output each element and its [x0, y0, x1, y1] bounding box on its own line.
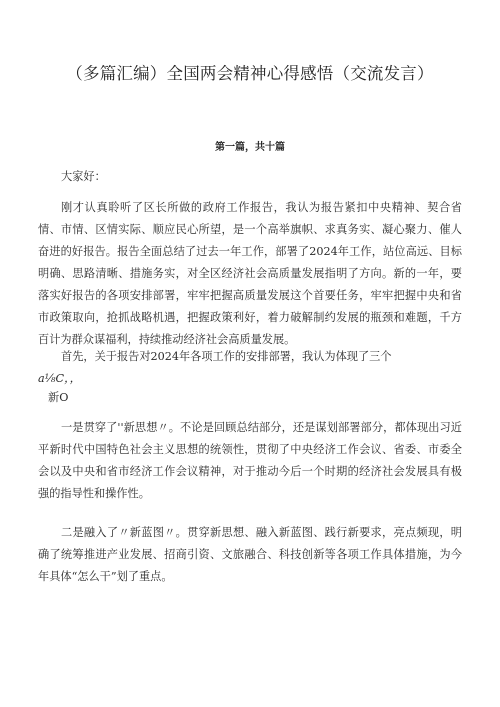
garbled-text-line-2: 新O: [48, 391, 69, 404]
paragraph-1: 刚才认真聆听了区长所做的政府工作报告，我认为报告紧扣中央精神、契合省情、市情、区情实际、顺应民心所望，是一个高举旗帜、求真务实、凝心聚力、催人奋进的好报告。报告全面总结了过去一年工作，部署了2024年工作，站位高远、目标明确、思路清晰、措施务实，对全区经济社会高质量发展指明了方向。新的一年，要落实好报告的各项安排部署，牢牢把握高质量发展这个首要任务，牢牢把握中央和省市政策取向，抢抓战略机遇，把握政策利好，着力破解制约发展的瓶颈和难题，千方百计为群众谋福利，持续推动经济社会高质量发展。: [38, 201, 462, 346]
paragraph-3: 一是贯穿了''新思想〃。不论是回顾总结部分，还是谋划部署部分，都体现出习近平新时代中国特色社会主义思想的统领性，贯彻了中央经济工作会议、省委、市委全会以及中央和省市经济工作会议精神，对于推动今后一个时期的经济社会发展具有极强的指导性和操作性。: [38, 421, 462, 500]
paragraph-4: 二是融入了〃新蓝图〃。贯穿新思想、融入新蓝图、践行新要求，亮点频现，明确了统筹推进产业发展、招商引资、文旅融合、科技创新等各项工作具体措施，为今年具体“怎么干”划了重点。: [38, 526, 462, 583]
paragraph-2: 首先，关于报告对2024年各项工作的安排部署，我认为体现了三个: [61, 350, 392, 363]
document-title: （多篇汇编）全国两会精神心得感悟（交流发言）: [66, 64, 434, 83]
section-heading: 第一篇，共十篇: [215, 142, 285, 153]
garbled-text-line-1: a⅛C，，: [38, 372, 81, 385]
greeting: 大家好：: [61, 170, 106, 183]
